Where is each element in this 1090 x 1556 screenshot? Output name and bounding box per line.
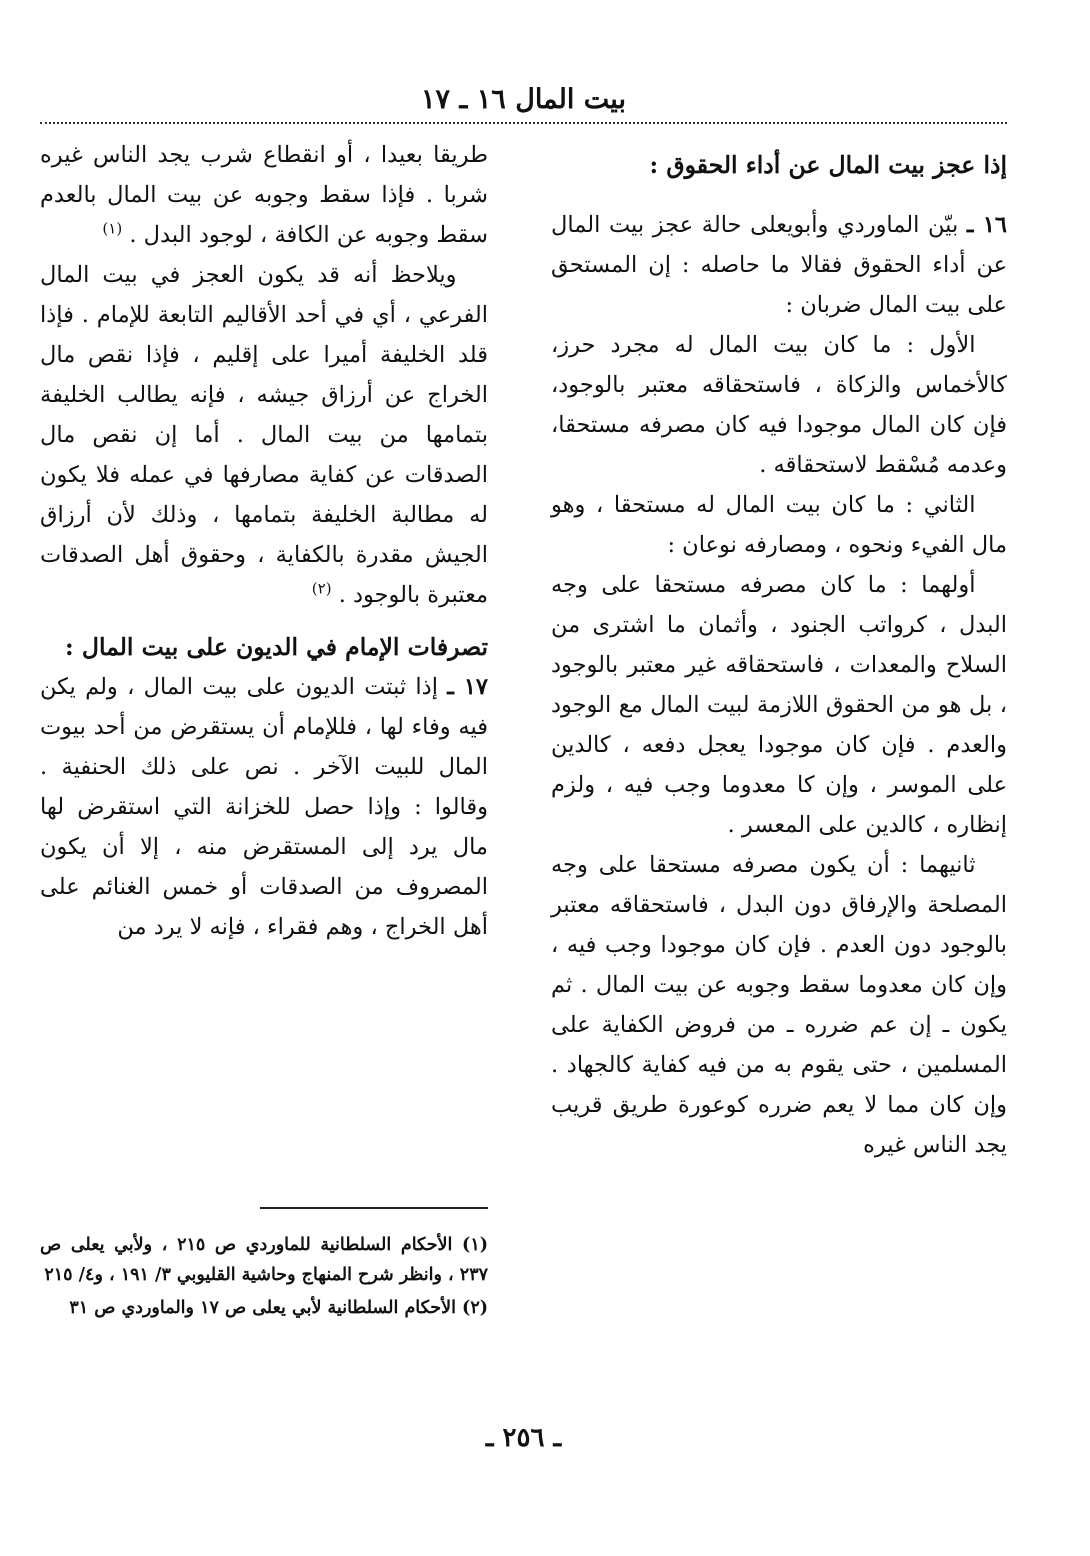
paragraph-17-text: إذا ثبتت الديون على بيت المال ، ولم يكن فيه وفاء لها ، فللإمام أن يستقرض من أحد بيوت المال للبيت الآخر . نص على ذلك الحنفية . وقالوا : وإذا حصل للخزانة التي استقرض لها مال يرد إلى المستقرض منه ، إلا أن يكون المصروف من الصدقات أو خمس الغنائم على أهل الخراج ، وهم فقراء ، فإنه لا يرد من <box>40 674 488 940</box>
section-heading-treasury-deficit: إذا عجز بيت المال عن أداء الحقوق : <box>649 151 1007 179</box>
footnotes <box>40 1230 488 1326</box>
footnote-ref-1[interactable]: (١) <box>102 219 123 238</box>
paragraph-16 <box>551 205 1007 325</box>
page-number: ـ ٢٥٦ ـ <box>485 1423 562 1453</box>
footnote-separator <box>260 1207 488 1209</box>
paragraph-first-type: الأول : ما كان بيت المال له مجرد حرز، كالأخماس والزكاة ، فاستحقاقه معتبر بالوجود، فإن كان المال موجودا فيه كان مصرفه مستحقا، وعدمه مُسْقط لاستحقاقه . <box>551 332 1007 478</box>
footnote-2: (٢) الأحكام السلطانية لأبي يعلى ص ١٧ والماوردي ص ٣١ <box>69 1298 488 1318</box>
paragraph-16-text: بيّن الماوردي وأبويعلى حالة عجز بيت المال عن أداء الحقوق فقالا ما حاصله : إن المستحق على بيت المال ضربان : <box>551 212 1007 318</box>
paragraph-regional-deficit-text: ويلاحظ أنه قد يكون العجز في بيت المال الفرعي ، أي في أحد الأقاليم التابعة للإمام . فإذا قلد الخليفة أميرا على إقليم ، فإذا نقص مال الخراج عن أرزاق جيشه ، فإنه يطالب الخليفة بتمامها من بيت المال . أما إن نقص مال الصدقات عن كفاية مصارفها في عمله فلا يكون له مطالبة الخليفة بتمامها ، وذلك لأن أرزاق الجيش مقدرة بالكفاية ، وحقوق أهل الصدقات معتبرة بالوجود . <box>40 262 488 608</box>
paragraph-second-kind: ثانيهما : أن يكون مصرفه مستحقا على وجه المصلحة والإرفاق دون البدل ، فاستحقاقه معتبر بالوجود دون العدم . فإن كان موجودا وجب فيه ، وإن كان معدوما سقط وجوبه عن بيت المال . ثم يكون ـ إن عم ضرره ـ من فروض الكفاية على المسلمين ، حتى يقوم به من فيه كفاية كالجهاد . وإن كان مما لا يعم ضرره كوعورة طريق قريب يجد الناس غيره <box>551 852 1007 1158</box>
header-divider <box>40 122 1007 124</box>
paragraph-second-type: الثاني : ما كان بيت المال له مستحقا ، وهو مال الفيء ونحوه ، ومصارفه نوعان : <box>551 492 1007 558</box>
paragraph-number-16: ١٦ ـ <box>966 212 1007 238</box>
section-heading-imam-debts: تصرفات الإمام في الديون على بيت المال : <box>65 633 488 661</box>
paragraph-continuation <box>40 135 488 255</box>
paragraph-continuation-text: طريقا بعيدا ، أو انقطاع شرب يجد الناس غيره شربا . فإذا سقط وجوبه عن بيت المال بالعدم سقط وجوبه عن الكافة ، لوجود البدل . <box>40 142 488 248</box>
left-column <box>40 135 488 947</box>
paragraph-number-17: ١٧ ـ <box>447 674 488 700</box>
paragraph-17 <box>40 667 488 947</box>
paragraph-first-kind: أولهما : ما كان مصرفه مستحقا على وجه البدل ، كرواتب الجنود ، وأثمان ما اشترى من السلاح والمعدات ، فاستحقاقه غير معتبر بالوجود ، بل هو من الحقوق اللازمة لبيت المال مع الوجود والعدم . فإن كان موجودا يعجل دفعه ، كالدين على الموسر ، وإن كا معدوما وجب فيه ، ولزم إنظاره ، كالدين على المعسر . <box>551 572 1007 838</box>
running-header: بيت المال ١٦ ـ ١٧ <box>421 84 626 115</box>
paragraph-regional-deficit <box>40 255 488 615</box>
footnote-1: (١) الأحكام السلطانية للماوردي ص ٢١٥ ، ولأبي يعلى ص ٢٣٧ ، وانظر شرح المنهاج وحاشية القليوبي ٣/ ١٩١ ، و٤/ ٢١٥ <box>40 1235 488 1285</box>
right-column <box>551 135 1007 1165</box>
footnote-ref-2[interactable]: (٢) <box>311 579 332 598</box>
